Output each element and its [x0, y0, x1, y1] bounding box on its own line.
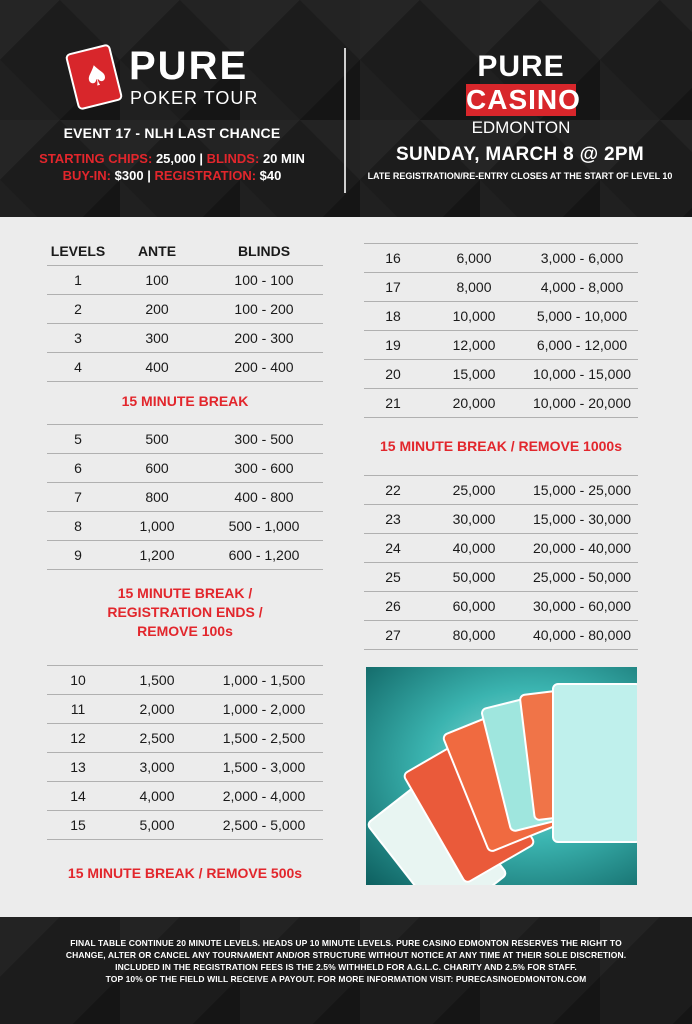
blinds-value: 4,000 - 8,000 [540, 279, 624, 295]
blinds-value: 25,000 - 50,000 [532, 569, 632, 585]
structure-table-left-bottom [47, 665, 323, 840]
level-row [47, 811, 323, 840]
ante-value: 25,000 [452, 482, 496, 498]
level-number: 14 [70, 788, 86, 804]
break-label-2-line3: REMOVE 100s [137, 623, 233, 639]
break-label-2 [47, 584, 323, 641]
blinds-value: 15,000 - 30,000 [532, 511, 632, 527]
event-title: EVENT 17 - NLH LAST CHANCE [63, 125, 281, 141]
blinds-value: 500 - 1,000 [228, 518, 300, 534]
break-label-4: 15 MINUTE BREAK / REMOVE 1000s [380, 438, 622, 454]
footer [0, 917, 692, 1024]
level-number: 15 [70, 817, 86, 833]
level-number: 24 [385, 540, 401, 556]
ante-value: 40,000 [452, 540, 496, 556]
level-row [364, 302, 638, 331]
blinds-value: 300 - 500 [234, 431, 294, 447]
level-row [47, 295, 323, 324]
level-number: 16 [385, 250, 401, 266]
ante-value: 60,000 [452, 598, 496, 614]
ante-value: 600 [145, 460, 169, 476]
level-number: 18 [385, 308, 401, 324]
ante-value: 50,000 [452, 569, 496, 585]
ante-value: 12,000 [452, 337, 496, 353]
pure-poker-tour-logo [67, 44, 279, 110]
ante-value: 20,000 [452, 395, 496, 411]
ante-value: 10,000 [452, 308, 496, 324]
level-number: 9 [74, 547, 82, 563]
ante-value: 30,000 [452, 511, 496, 527]
blinds-value: 100 - 100 [234, 272, 294, 288]
level-number: 11 [70, 701, 86, 717]
level-number: 20 [385, 366, 401, 382]
level-row [47, 666, 323, 695]
blinds-value: 100 - 200 [234, 301, 294, 317]
blinds-value: 200 - 300 [234, 330, 294, 346]
level-row [47, 324, 323, 353]
level-row [47, 454, 323, 483]
break-label-3: 15 MINUTE BREAK / REMOVE 500s [67, 865, 303, 881]
level-row [47, 483, 323, 512]
ante-value: 1,200 [139, 547, 175, 563]
late-registration-note: LATE REGISTRATION/RE-ENTRY CLOSES AT THE START OF LEVEL 10 [367, 171, 673, 181]
blinds-value: 1,000 - 2,000 [222, 701, 306, 717]
blinds-value: 2,000 - 4,000 [222, 788, 306, 804]
break-label-2-line2: REGISTRATION ENDS / [107, 604, 263, 620]
level-row [364, 244, 638, 273]
level-number: 1 [74, 272, 82, 288]
level-row [364, 592, 638, 621]
level-number: 12 [70, 730, 86, 746]
blinds-value: 400 - 800 [234, 489, 294, 505]
ante-value: 8,000 [456, 279, 492, 295]
ante-value: 400 [145, 359, 169, 375]
level-number: 8 [74, 518, 82, 534]
blinds-value: 10,000 - 15,000 [532, 366, 632, 382]
chips-blinds-line: STARTING CHIPS: 25,000 | BLINDS: 20 MIN [39, 151, 305, 166]
level-row [364, 273, 638, 302]
level-number: 4 [74, 359, 82, 375]
ante-value: 800 [145, 489, 169, 505]
level-number: 19 [385, 337, 401, 353]
level-number: 25 [385, 569, 401, 585]
level-row [364, 534, 638, 563]
blinds-value: 30,000 - 60,000 [532, 598, 632, 614]
ante-value: 200 [145, 301, 169, 317]
break-label-2-line1: 15 MINUTE BREAK / [117, 585, 253, 601]
ante-value: 1,000 [139, 518, 175, 534]
level-row [364, 331, 638, 360]
level-row [364, 360, 638, 389]
table-header-row [47, 237, 323, 266]
blinds-value: 15,000 - 25,000 [532, 482, 632, 498]
level-number: 6 [74, 460, 82, 476]
break-label-1: 15 MINUTE BREAK [121, 393, 249, 409]
buyin-registration-line: BUY-IN: $300 | REGISTRATION: $40 [62, 168, 282, 183]
level-rows-1-4 [47, 266, 323, 382]
blinds-value: 20,000 - 40,000 [532, 540, 632, 556]
level-row [364, 389, 638, 418]
pure-casino-logo [466, 50, 581, 138]
level-row [364, 621, 638, 650]
ante-value: 15,000 [452, 366, 496, 382]
ante-value: 4,000 [139, 788, 175, 804]
casino-logo-word: PURE [477, 50, 565, 83]
ante-value: 100 [145, 272, 169, 288]
structure-table-right-bottom [364, 475, 638, 650]
level-number: 7 [74, 489, 82, 505]
ante-value: 2,500 [139, 730, 175, 746]
level-number: 3 [74, 330, 82, 346]
level-row [47, 266, 323, 295]
level-row [47, 695, 323, 724]
level-row [47, 782, 323, 811]
level-number: 2 [74, 301, 82, 317]
level-number: 26 [385, 598, 401, 614]
header [0, 0, 692, 217]
level-row [47, 753, 323, 782]
blinds-value: 5,000 - 10,000 [536, 308, 628, 324]
blinds-value: 1,000 - 1,500 [222, 672, 306, 688]
header-divider [344, 48, 346, 193]
blinds-value: 1,500 - 3,000 [222, 759, 306, 775]
level-row [364, 563, 638, 592]
header-levels: LEVELS [50, 243, 106, 259]
blinds-value: 10,000 - 20,000 [532, 395, 632, 411]
ante-value: 3,000 [139, 759, 175, 775]
structure-table-right-top [364, 243, 638, 418]
level-number: 22 [385, 482, 401, 498]
blinds-value: 600 - 1,200 [228, 547, 300, 563]
ante-value: 80,000 [452, 627, 496, 643]
casino-logo-casino: CASINO [466, 84, 581, 115]
level-number: 10 [70, 672, 86, 688]
ante-value: 2,000 [139, 701, 175, 717]
tour-logo-sub: POKER TOUR [130, 88, 259, 108]
blinds-value: 200 - 400 [234, 359, 294, 375]
blinds-value: 40,000 - 80,000 [532, 627, 632, 643]
blinds-value: 6,000 - 12,000 [536, 337, 628, 353]
level-row [364, 476, 638, 505]
level-number: 21 [385, 395, 401, 411]
blinds-value: 3,000 - 6,000 [540, 250, 624, 266]
ante-value: 300 [145, 330, 169, 346]
level-rows-10-15 [47, 666, 323, 840]
level-row [47, 512, 323, 541]
ante-value: 5,000 [139, 817, 175, 833]
level-row [47, 353, 323, 382]
level-rows-16-21 [364, 244, 638, 418]
level-number: 27 [385, 627, 401, 643]
header-blinds: BLINDS [237, 243, 291, 259]
header-ante: ANTE [137, 243, 177, 259]
structure-table-left-top [47, 237, 323, 382]
level-rows-5-9 [47, 425, 323, 570]
level-row [47, 541, 323, 570]
level-rows-22-27 [364, 476, 638, 650]
level-row [47, 425, 323, 454]
tour-logo-word: PURE [129, 44, 249, 88]
footer-disclaimer: FINAL TABLE CONTINUE 20 MINUTE LEVELS. HEADS UP 10 MINUTE LEVELS. PURE CASINO EDMONTON RESERVES THE RIGHT TO CHANGE, ALTER OR CANCEL ANY TOURNAMENT AND/OR STRUCTURE WITHOUT NOTICE AT ANY TIME AT THEIR SOLE DISCRETION. INCLUDED IN THE REGISTRATION FEES IS THE 2.5% WITHHELD FOR A.G.L.C. CHARITY AND 2.5% FOR STAFF. TOP 10% OF THE FIELD WILL RECEIVE A PAYOUT. FOR MORE INFORMATION VISIT: PURECASINOEDMONTON.COM [65, 938, 627, 984]
ante-value: 1,500 [139, 672, 175, 688]
level-row [364, 505, 638, 534]
blinds-value: 300 - 600 [234, 460, 294, 476]
level-number: 17 [385, 279, 401, 295]
structure-table-left-mid [47, 424, 323, 570]
ante-value: 6,000 [456, 250, 492, 266]
playing-cards-image [366, 667, 637, 885]
event-date: SUNDAY, MARCH 8 @ 2PM [396, 144, 644, 165]
level-row [47, 724, 323, 753]
level-number: 5 [74, 431, 82, 447]
ante-value: 500 [145, 431, 169, 447]
casino-logo-city: EDMONTON [471, 118, 571, 137]
level-number: 13 [70, 759, 86, 775]
blinds-value: 2,500 - 5,000 [222, 817, 306, 833]
spade-card-icon: ♠ [65, 43, 124, 110]
blinds-value: 1,500 - 2,500 [222, 730, 306, 746]
level-number: 23 [385, 511, 401, 527]
